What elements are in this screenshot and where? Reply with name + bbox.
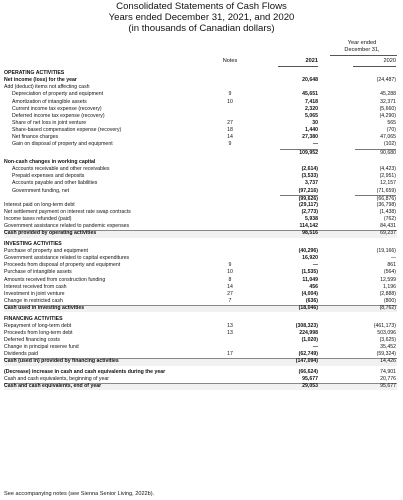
table-row bbox=[4, 298, 397, 305]
row-value-2020: (564) bbox=[383, 269, 396, 276]
table-row bbox=[4, 99, 397, 106]
row-value-2021: (18,046) bbox=[298, 305, 318, 312]
row-value-2021: 16,920 bbox=[302, 255, 318, 262]
row-label: Amortization of intangible assets bbox=[12, 98, 87, 105]
notes-column-header: Notes bbox=[222, 58, 238, 64]
row-value-2021: (4,004) bbox=[301, 290, 318, 297]
row-value-2020: 1,196 bbox=[383, 283, 396, 290]
row-value-2021: 109,952 bbox=[280, 149, 318, 157]
year-ended-label bbox=[327, 40, 397, 54]
year-2020-column-header: 2020 bbox=[383, 58, 396, 64]
row-value-2021: 114,142 bbox=[299, 223, 318, 230]
row-label: Cash and cash equivalents, end of year bbox=[4, 383, 102, 390]
table-row bbox=[4, 166, 397, 173]
table-row bbox=[4, 248, 397, 255]
row-value-2020: 90,680 bbox=[355, 149, 396, 157]
row-value-2021: (308,323) bbox=[295, 322, 318, 329]
row-note: 14 bbox=[227, 134, 233, 141]
table-row bbox=[4, 284, 397, 291]
row-value-2021: (147,094) bbox=[295, 358, 318, 365]
row-label: Interest received from cash bbox=[4, 283, 67, 290]
row-value-2021: 30 bbox=[312, 119, 318, 126]
row-label: Income taxes refunded (paid) bbox=[4, 216, 72, 223]
table-row bbox=[4, 70, 397, 77]
row-value-2021: 7,418 bbox=[305, 98, 318, 105]
row-value-2020: 95,677 bbox=[380, 383, 396, 390]
row-value-2021: (1,020) bbox=[301, 336, 318, 343]
row-value-2020: 14,426 bbox=[380, 358, 396, 365]
row-value-2021: 20,648 bbox=[302, 77, 318, 84]
row-label: Depreciation of property and equipment bbox=[12, 91, 104, 98]
header-divider-top bbox=[330, 55, 397, 56]
row-value-2021: 98,516 bbox=[302, 230, 318, 237]
row-label: Non-cash changes in working capital bbox=[4, 158, 96, 165]
row-label: Change in principal reserve fund bbox=[4, 344, 79, 351]
table-row bbox=[4, 291, 397, 298]
row-label: Investment in joint venture bbox=[4, 290, 65, 297]
row-label: Current income tax expense (recovery) bbox=[12, 105, 102, 112]
table-row bbox=[4, 277, 397, 284]
table-row bbox=[4, 180, 397, 187]
row-value-2020: 84,431 bbox=[380, 223, 396, 230]
table-row bbox=[4, 344, 397, 351]
row-label: Accounts payable and other liabilities bbox=[12, 180, 98, 187]
row-value-2021: — bbox=[312, 262, 318, 269]
row-label: Interest paid on long-term debt bbox=[4, 201, 75, 208]
row-note: 7 bbox=[228, 297, 232, 304]
row-note: 13 bbox=[227, 322, 233, 329]
row-value-2020: — bbox=[390, 255, 396, 262]
row-label: Government assistance related to capital expenditures bbox=[4, 255, 130, 262]
row-label: Net finance charges bbox=[12, 134, 59, 141]
row-value-2020: (800) bbox=[383, 297, 396, 304]
table-row bbox=[4, 262, 397, 269]
table-row bbox=[4, 216, 397, 223]
table-row bbox=[4, 106, 397, 113]
row-value-2021: 1,440 bbox=[305, 127, 318, 134]
row-value-2021: (2,773) bbox=[301, 208, 318, 215]
row-value-2020: 45,288 bbox=[380, 91, 396, 98]
row-value-2021: 456 bbox=[309, 283, 318, 290]
table-row bbox=[4, 323, 397, 330]
row-label: Change in restricted cash bbox=[4, 297, 63, 304]
row-label: Proceeds from long-term debt bbox=[4, 329, 73, 336]
row-label: Government funding, net bbox=[12, 187, 70, 194]
row-value-2020: (762) bbox=[383, 216, 396, 223]
row-value-2020: (36,798) bbox=[376, 201, 396, 208]
header-divider-2020 bbox=[353, 66, 396, 67]
table-row bbox=[4, 351, 397, 358]
row-note: 27 bbox=[227, 119, 233, 126]
row-value-2021: (62,749) bbox=[298, 351, 318, 358]
row-value-2020: 47,065 bbox=[380, 134, 396, 141]
row-label: Dividends paid bbox=[4, 351, 39, 358]
row-note: 9 bbox=[228, 91, 232, 98]
table-row bbox=[4, 223, 397, 230]
row-value-2021: 45,651 bbox=[302, 91, 318, 98]
row-value-2020: (1,438) bbox=[379, 208, 396, 215]
statement-title: Consolidated Statements of Cash Flows bbox=[116, 1, 287, 12]
row-value-2021: (3,533) bbox=[301, 173, 318, 180]
row-value-2021: (99,626) bbox=[280, 195, 318, 203]
row-value-2020: 861 bbox=[387, 262, 396, 269]
table-row bbox=[4, 84, 397, 91]
table-row bbox=[4, 149, 397, 156]
row-value-2020: (4,290) bbox=[379, 112, 396, 119]
row-value-2021: (97,216) bbox=[298, 187, 318, 194]
row-value-2020: (3,625) bbox=[379, 336, 396, 343]
row-label: Cash and cash equivalents, beginning of year bbox=[4, 375, 109, 382]
table-row bbox=[4, 91, 397, 98]
statement-units: (in thousands of Canadian dollars) bbox=[128, 23, 275, 34]
row-note: 18 bbox=[227, 127, 233, 134]
row-label: Share of net loss in joint venture bbox=[12, 119, 87, 126]
row-value-2020: 35,452 bbox=[380, 344, 396, 351]
table-row bbox=[4, 337, 397, 344]
row-value-2020: (2,888) bbox=[379, 290, 396, 297]
table-row bbox=[4, 141, 397, 148]
header-divider-2021 bbox=[278, 66, 318, 67]
row-value-2020: (70) bbox=[386, 127, 396, 134]
row-value-2020: (8,762) bbox=[379, 305, 396, 312]
row-label: Cash (used in) provided by financing activities bbox=[4, 358, 119, 365]
row-value-2020: 74,901 bbox=[380, 368, 396, 375]
table-row bbox=[4, 269, 397, 276]
row-value-2020: 12,599 bbox=[380, 276, 396, 283]
row-value-2020: 12,157 bbox=[380, 180, 396, 187]
row-label: Deferred financing costs bbox=[4, 336, 60, 343]
row-value-2021: (29,117) bbox=[298, 201, 318, 208]
table-row bbox=[4, 255, 397, 262]
table-row bbox=[4, 305, 397, 312]
row-value-2021: 5,065 bbox=[305, 112, 318, 119]
row-value-2020: (4,423) bbox=[379, 166, 396, 173]
row-note: 27 bbox=[227, 290, 233, 297]
column-header bbox=[0, 36, 403, 70]
row-label: Prepaid expenses and deposits bbox=[12, 173, 85, 180]
row-label: Deferred income tax expense (recovery) bbox=[12, 112, 105, 119]
row-value-2021: (2,614) bbox=[301, 166, 318, 173]
row-label: Gain on disposal of property and equipment bbox=[12, 141, 113, 148]
table-row bbox=[4, 241, 397, 248]
row-label: Net settlement payment on interest rate swap contracts bbox=[4, 208, 131, 215]
table-row bbox=[4, 195, 397, 202]
row-label: Purchase of property and equipment bbox=[4, 247, 88, 254]
row-note: 14 bbox=[227, 283, 233, 290]
table-row bbox=[4, 383, 397, 390]
december-text: December 31, bbox=[344, 47, 380, 53]
row-value-2020: (2,951) bbox=[379, 173, 396, 180]
row-value-2021: (40,296) bbox=[298, 247, 318, 254]
table-row bbox=[4, 358, 397, 365]
statement-period: Years ended December 31, 2021, and 2020 bbox=[108, 12, 295, 23]
row-note: 10 bbox=[227, 98, 233, 105]
row-value-2021: 27,380 bbox=[302, 134, 318, 141]
row-label: (Decrease) increase in cash and cash equivalents during the year bbox=[4, 368, 166, 375]
row-value-2020: (59,324) bbox=[376, 351, 396, 358]
row-value-2021: (1,535) bbox=[301, 269, 318, 276]
footnote: See accompanying notes (see Sienna Senior Living, 2022b). bbox=[4, 491, 155, 497]
row-label: Cash provided by operating activities bbox=[4, 230, 97, 237]
year-ended-text: Year ended bbox=[347, 40, 377, 46]
row-value-2020: 32,371 bbox=[380, 98, 396, 105]
cash-flow-table bbox=[4, 70, 397, 390]
table-row bbox=[4, 113, 397, 120]
row-value-2020: (66,876) bbox=[355, 195, 396, 203]
row-value-2021: 5,938 bbox=[305, 216, 318, 223]
table-row bbox=[4, 230, 397, 237]
row-value-2021: 11,049 bbox=[302, 276, 318, 283]
row-note: 13 bbox=[227, 329, 233, 336]
row-value-2021: 95,677 bbox=[302, 375, 318, 382]
row-note: 10 bbox=[227, 269, 233, 276]
row-label: Proceeds from disposal of property and equipment bbox=[4, 262, 121, 269]
year-2021-column-header: 2021 bbox=[305, 58, 318, 64]
table-row bbox=[4, 134, 397, 141]
row-label: Accounts receivable and other receivables bbox=[12, 166, 110, 173]
row-label: Amounts received from construction funding bbox=[4, 276, 106, 283]
row-value-2021: 2,320 bbox=[305, 105, 318, 112]
row-label: Net income (loss) for the year bbox=[4, 77, 77, 84]
row-value-2020: (71,659) bbox=[376, 187, 396, 194]
row-value-2020: 565 bbox=[387, 119, 396, 126]
row-label: Government assistance related to pandemic expenses bbox=[4, 223, 130, 230]
row-label: Add (deduct) items not affecting cash bbox=[4, 84, 90, 91]
row-label: INVESTING ACTIVITIES bbox=[4, 240, 62, 247]
table-row bbox=[4, 120, 397, 127]
row-note: 9 bbox=[228, 141, 232, 148]
row-label: OPERATING ACTIVITIES bbox=[4, 70, 65, 76]
row-value-2021: 29,053 bbox=[302, 383, 318, 390]
row-value-2021: (66,624) bbox=[298, 368, 318, 375]
row-note: 9 bbox=[228, 262, 232, 269]
row-label: Share-based compensation expense (recovery) bbox=[12, 127, 122, 134]
row-label: Purchase of intangible assets bbox=[4, 269, 72, 276]
row-value-2021: — bbox=[312, 141, 318, 148]
row-note: 8 bbox=[228, 276, 232, 283]
row-value-2020: 20,776 bbox=[380, 375, 396, 382]
row-value-2020: (102) bbox=[383, 141, 396, 148]
table-row bbox=[4, 159, 397, 166]
table-row bbox=[4, 202, 397, 209]
table-row bbox=[4, 173, 397, 180]
table-row bbox=[4, 330, 397, 337]
row-value-2020: 69,237 bbox=[380, 230, 396, 237]
table-row bbox=[4, 127, 397, 134]
row-value-2020: (24,487) bbox=[376, 77, 396, 84]
row-value-2021: (636) bbox=[305, 297, 318, 304]
table-row bbox=[4, 77, 397, 84]
row-value-2020: (19,166) bbox=[376, 247, 396, 254]
table-row bbox=[4, 369, 397, 376]
row-value-2020: (461,173) bbox=[373, 322, 396, 329]
row-value-2021: 224,998 bbox=[299, 329, 318, 336]
table-row bbox=[4, 376, 397, 383]
table-row bbox=[4, 316, 397, 323]
row-value-2020: (5,660) bbox=[379, 105, 396, 112]
row-label: Repayment of long-term debt bbox=[4, 322, 72, 329]
row-label: Cash used in investing activities bbox=[4, 305, 85, 312]
row-label: FINANCING ACTIVITIES bbox=[4, 315, 63, 322]
row-value-2021: — bbox=[312, 344, 318, 351]
row-value-2020: 503,096 bbox=[377, 329, 396, 336]
row-value-2021: 3,737 bbox=[305, 180, 318, 187]
table-row bbox=[4, 188, 397, 195]
row-note: 17 bbox=[227, 351, 233, 358]
table-row bbox=[4, 209, 397, 216]
